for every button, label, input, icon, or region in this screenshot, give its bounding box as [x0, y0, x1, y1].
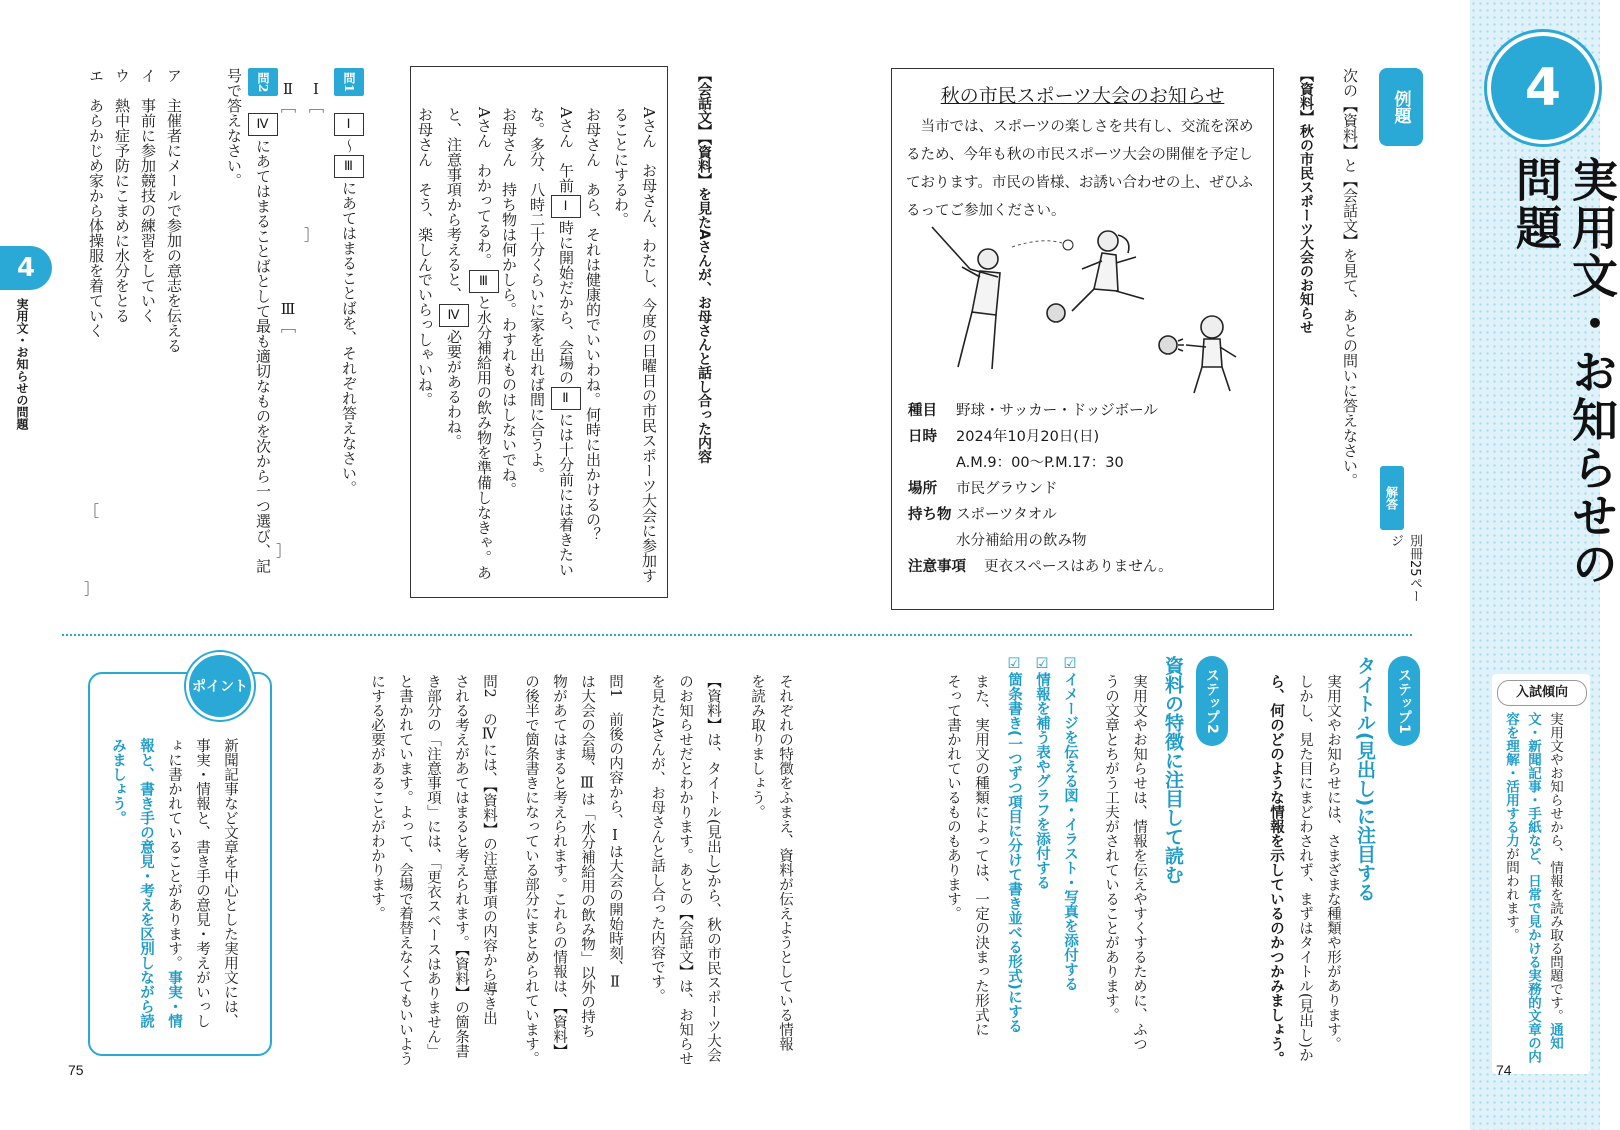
dialogue-line: お母さん そう、楽しんでいらっしゃいね。 — [416, 107, 434, 407]
point-text-line: は、事実・情報と、書き手の意見・考えが — [194, 738, 238, 1028]
dialogue-fragment: 必要があるわね。 — [445, 329, 463, 449]
point-text-highlight: 事実・情報と、書き手の意見・考えを区別しながら読みましょう。 — [110, 738, 183, 1028]
explanation-line: 問1 前後の内容から、Ⅰは大会の開始時刻、Ⅱ — [607, 674, 623, 991]
dialogue-line: お母さん 持ち物は何かしら。わすれものはしないでね。 — [500, 107, 518, 497]
step-1-body: 実用文やお知らせには、さまざまな種類や形があります。 — [1325, 674, 1341, 1051]
choice-mark: イ — [139, 68, 157, 83]
row-label: 注意事項 — [908, 559, 966, 575]
poster-row-event — [908, 399, 1158, 420]
step-2-heading: 資料の特徴に注目して読む — [1162, 656, 1184, 884]
sports-illustration — [922, 217, 1252, 397]
q2-answer-close: ］ — [84, 580, 100, 598]
q1-answer-label-1[interactable]: Ⅰ［ — [307, 80, 325, 113]
step-2-body: そって書かれているものもあります。 — [945, 674, 961, 921]
chapter-number-badge — [1487, 32, 1599, 144]
trend-text-end: が問われます。 — [1503, 847, 1519, 942]
poster-row-belongings-2 — [908, 529, 1087, 550]
choice-text: 熱中症予防にこまめに水分をとる — [113, 98, 131, 323]
q2-answer-open[interactable]: ［ — [84, 502, 100, 520]
row-label: 持ち物 — [908, 507, 952, 523]
explanation-line: 物があてはまると考えられます。これらの情報は、【資料】 — [551, 674, 567, 1059]
step-1-body: しかし、見た目にまどわされず、まずはタイトル(見出し)か — [1297, 674, 1313, 1063]
page-number-right: 74 — [1496, 1062, 1512, 1078]
left-tab-number: 4 — [16, 253, 36, 283]
left-chapter-tab — [0, 246, 52, 290]
choice-mark: ウ — [113, 68, 131, 83]
check-text: 箇条書き(一つずつ項目に分けて書き並べる形式)にする — [1006, 672, 1022, 1034]
step-1-heading: タイトル(見出し)に注目する — [1354, 656, 1376, 902]
row-label: 場所 — [908, 481, 937, 497]
explanation-line: の後半で箇条書きになっている部分にまとめられています。 — [523, 674, 539, 1066]
chapter-number: 4 — [1524, 58, 1562, 118]
check-text: 情報を補う表やグラフを添付する — [1034, 672, 1050, 890]
q1-badge: 問1 — [334, 68, 364, 96]
step-2-body: また、実用文の種類によっては、一定の決まった形式に — [973, 674, 989, 1037]
poster-intro: 当市では、スポーツの楽しさを共有し、交流を深めるため、今年も秋の市民スポーツ大会の開催を予定しております。市民の皆様、お誘い合わせの上、ぜひふるってご参加ください。 — [906, 119, 1254, 219]
dialogue-box — [410, 66, 668, 598]
step-2-body: 実用文やお知らせは、情報を伝えやすくするために、ふつ — [1131, 674, 1147, 1051]
question-1 — [334, 68, 364, 495]
q1-range: 〜 — [340, 138, 358, 154]
dialogue-fragment: には十分前には着きたいな。多分、八時二十分くらいに家を出れば間に合うよ。 — [528, 107, 575, 577]
baseball-player-figure — [932, 227, 1000, 369]
explanation-line: される考えがあてはまると考えられます。【資料】の箇条書 — [453, 674, 469, 1059]
choice-mark: ア — [165, 68, 183, 83]
dialogue-line: お母さん あら、それは健康的でいいわね。何時に出かけるの？ — [584, 107, 602, 542]
row-value: スポーツタオル — [956, 507, 1057, 523]
blank-box-4: Ⅳ — [439, 304, 469, 327]
choice-text: 主催者にメールで参加の意志を伝える — [165, 98, 183, 353]
answer-reference: 別冊25ページ — [1388, 534, 1422, 603]
point-text-line: 新聞記事など文章を中心とした実用文に — [222, 738, 238, 999]
ball-trajectory — [1012, 240, 1073, 250]
point-text — [104, 738, 244, 1038]
trend-text — [1500, 712, 1566, 1067]
blank-box-2: Ⅱ — [551, 387, 581, 410]
row-value: 野球・サッカー・ドッジボール — [956, 403, 1158, 419]
poster-title — [892, 81, 1273, 108]
page-number-left: 75 — [68, 1062, 84, 1078]
q1-box-start: Ⅰ — [334, 113, 364, 136]
choice-c[interactable] — [108, 68, 136, 323]
choice-text: あらかじめ家から体操服を着ていく — [87, 98, 105, 338]
dialogue-line — [523, 107, 581, 587]
poster-row-time — [908, 451, 1124, 472]
row-value: 水分補給用の飲み物 — [956, 533, 1087, 549]
section-divider — [62, 634, 1412, 636]
q1-answer-label-3[interactable]: Ⅲ［ — [279, 300, 297, 333]
q1-text: にあてはまることばを、それぞれ答えなさい。 — [340, 180, 358, 496]
trend-text-highlight: 通知文・新聞記事・手紙など、日常で見かける実務的文章の内容を理解・活用する力 — [1503, 712, 1563, 1063]
explanation-line: のお知らせだとわかります。あとの【会話文】は、お知らせ — [677, 674, 693, 1066]
choice-text: 事前に参加競技の練習をしていく — [139, 98, 157, 323]
dialogue-label: 【会話文】【資料】を見たAさんが、お母さんと話し合った内容 — [696, 68, 712, 464]
row-label: 日時 — [908, 429, 937, 445]
poster-row-place — [908, 477, 1058, 498]
explanation-line: き部分の「注意事項」には、「更衣スペースはありません」 — [425, 674, 441, 1059]
left-tab-label: 実用文・お知らせの問題 — [15, 298, 29, 430]
explanation-line: を見たAさんが、お母さんと話し合った内容です。 — [649, 674, 665, 1004]
step-1-badge: ステップ1 — [1388, 656, 1420, 746]
step-1-body: ら、何のどのような情報を示しているのかつかみましょう。 — [1268, 674, 1285, 1066]
step-2-badge: ステップ2 — [1196, 656, 1228, 746]
row-value: 市民グラウンド — [956, 481, 1058, 497]
poster-row-belongings — [908, 503, 1057, 524]
blank-box-3: Ⅲ — [469, 270, 499, 293]
q1-answer-close-3: ］ — [276, 542, 292, 560]
poster-row-date — [908, 425, 1099, 446]
explanation-line: 【資料】は、タイトル(見出し)から、秋の市民スポーツ大会 — [705, 674, 721, 1063]
soccer-player-figure — [1047, 231, 1144, 322]
choice-mark: エ — [87, 68, 105, 83]
trend-text-intro: 実用文やお知らせから、情報を読み取る問題です。 — [1547, 712, 1563, 1023]
explanation-line: は大会の会場、Ⅲは「水分補給用の飲み物」以外の持ち — [579, 674, 595, 1038]
explanation-line: を読み取りましょう。 — [749, 674, 765, 819]
dialogue-fragment: Aさん 午前 — [557, 107, 575, 193]
chapter-title: 実用文・お知らせの問題 — [1509, 156, 1619, 588]
explanation-line: にする必要があることがわかります。 — [369, 674, 385, 921]
q1-answer-label-2[interactable]: Ⅱ［ — [279, 80, 297, 113]
row-value: 更衣スペースはありません。 — [984, 559, 1173, 575]
q1-answer-close-1: ］ — [304, 226, 320, 244]
check-item-2: ☑情報を補う表やグラフを添付する — [1034, 656, 1050, 890]
q2-badge: 問2 — [248, 68, 278, 96]
point-text-line: いっしょに書かれていることがあります。 — [166, 738, 210, 1028]
row-label: 種目 — [908, 403, 937, 419]
dialogue-fragment: Aさん わかってるわ。 — [475, 107, 493, 268]
step-2-body: うの文章とちがう工夫がされていることがあります。 — [1103, 674, 1119, 1022]
check-item-1: ☑イメージを伝える図・イラスト・写真を添付する — [1062, 656, 1078, 991]
question-2 — [220, 68, 278, 588]
notice-poster — [891, 68, 1274, 610]
trend-label: 入試傾向 — [1497, 680, 1587, 706]
answer-badge: 解答 — [1380, 466, 1404, 530]
document-label: 【資料】秋の市民スポーツ大会のお知らせ — [1298, 68, 1314, 334]
dodgeball-player-figure — [1159, 316, 1236, 393]
explanation-line: それぞれの特徴をふまえ、資料が伝えようとしている情報 — [777, 674, 793, 1051]
dialogue-line — [439, 107, 499, 587]
example-badge: 例題 — [1379, 68, 1423, 146]
dialogue-line: Aさん お母さん、わたし、今度の日曜日の市民スポーツ大会に参加することにするわ。 — [612, 107, 658, 583]
row-value: 2024年10月20日(日) — [956, 429, 1100, 445]
poster-row-notes — [908, 555, 1173, 576]
example-instruction: 次の【資料】と【会話文】を見て、あとの問いに答えなさい。 — [1341, 68, 1359, 488]
choice-b[interactable] — [134, 68, 162, 323]
dialogue-fragment: 時に開始だから、会場の — [557, 219, 575, 385]
explanation-line: と書かれています。よって、会場で着替えなくてもいいよう — [397, 674, 413, 1066]
q2-text: にあてはまることばとして最も適切なものを次から一つ選び、記号で答えなさい。 — [225, 68, 272, 574]
explanation-line: 問2 のⅣには、【資料】の注意事項の内容から導き出 — [481, 674, 497, 1026]
blank-box-1: Ⅰ — [551, 195, 581, 218]
row-value: A.M.9：00〜P.M.17：30 — [956, 455, 1124, 471]
dialogue-fragment: と水分補給用の飲み物を準備しなきゃ。あと、注意事項から考えると、 — [445, 107, 493, 580]
point-badge: ポイント — [186, 652, 254, 720]
check-text: イメージを伝える図・イラスト・写真を添付する — [1062, 672, 1078, 991]
choice-d[interactable] — [82, 68, 110, 338]
check-item-3: ☑箇条書き(一つずつ項目に分けて書き並べる形式)にする — [1006, 656, 1022, 1034]
q1-box-end: Ⅲ — [334, 155, 364, 178]
poster-title-text: 秋の市民スポーツ大会のお知らせ — [940, 85, 1225, 107]
choice-a[interactable] — [160, 68, 188, 353]
q2-box: Ⅳ — [248, 113, 278, 136]
